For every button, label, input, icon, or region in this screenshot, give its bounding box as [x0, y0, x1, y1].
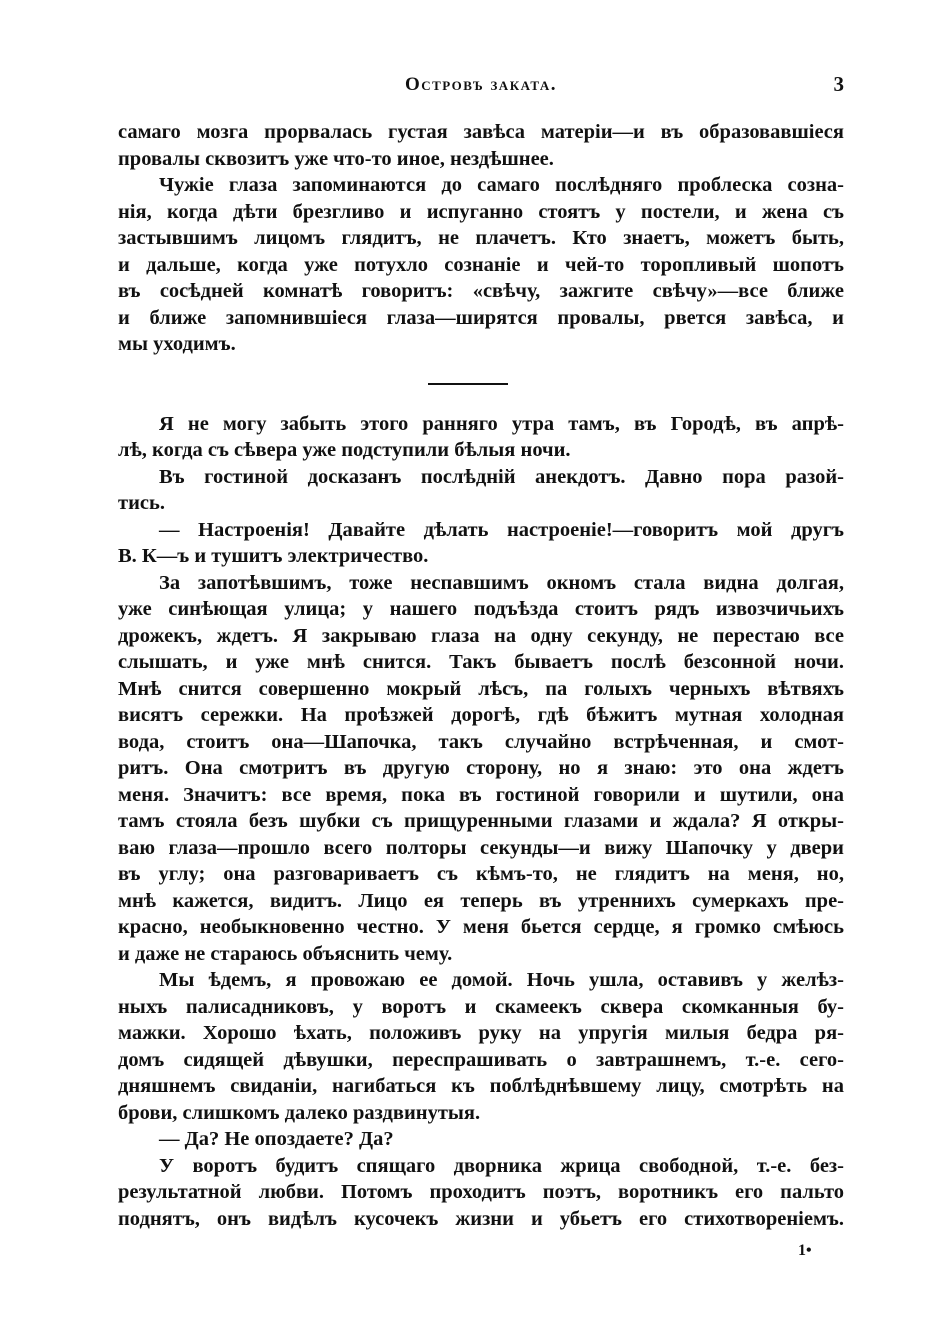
divider-rule: [428, 383, 508, 385]
paragraph: [118, 411, 844, 464]
text-line: мажки. Хорошо ѣхать, положивъ руку на упругія милыя бедра ря-: [118, 1022, 844, 1044]
paragraph: [118, 1153, 844, 1233]
paragraph: [118, 119, 844, 172]
text-line: В. К—ъ и тушитъ электричество.: [118, 545, 429, 567]
section-divider: [118, 358, 844, 411]
text-line: У воротъ будитъ спящаго дворника жрица свободной, т.-е. без-: [159, 1154, 844, 1177]
text-line: тись.: [118, 492, 165, 514]
text-line: — Настроенія! Давайте дѣлать настроеніе!—говоритъ мой другъ: [159, 518, 844, 541]
text-line: нія, когда дѣти брезгливо и испуганно стоятъ у постели, и жена съ: [118, 200, 844, 223]
text-line: — Да? Не опоздаете? Да?: [159, 1128, 394, 1150]
paragraph: [118, 172, 844, 358]
signature-mark: 1•: [798, 1242, 812, 1259]
paragraph: [118, 464, 844, 517]
page-number: 3: [833, 72, 844, 96]
text-line: ныхъ палисадниковъ, у воротъ и скамеекъ сквера скомканныя бу-: [118, 995, 844, 1018]
text-line: и ближе запомнившіеся глаза—ширятся провалы, рвется завѣса, и: [118, 306, 844, 329]
text-line: застывшимъ лицомъ глядитъ, не плачетъ. Кто знаетъ, можетъ быть,: [118, 227, 844, 249]
text-line: слышать, и уже мнѣ снится. Такъ бываетъ послѣ безсонной ночи.: [118, 651, 844, 673]
text-line: лѣ, когда съ сѣвера уже подступили бѣлыя ночи.: [118, 439, 571, 461]
text-line: въ углу; она разговариваетъ съ кѣмъ-то, не глядитъ на меня, но,: [118, 863, 844, 885]
paragraph: [118, 967, 844, 1126]
text-line: ритъ. Она смотритъ въ другую сторону, но я знаю: это она ждетъ: [118, 757, 844, 779]
text-line: тамъ стояла безъ шубки съ прищуренными глазами и ждала? Я откры-: [118, 810, 844, 832]
text-line: и дальше, когда уже потухло сознаніе и чей-то торопливый шопотъ: [118, 253, 844, 276]
text-line: поднятъ, онъ видѣлъ кусочекъ жизни и убьетъ его стихотвореніемъ.: [118, 1207, 844, 1230]
text-line: домъ сидящей дѣвушки, переспрашивать о завтрашнемъ, т.-е. сего-: [118, 1048, 844, 1071]
body-text: [118, 119, 844, 1232]
text-line: меня. Значитъ: все время, пока въ гостиной говорили и шутили, она: [118, 783, 844, 806]
text-line: красно, необыкновенно честно. У меня бьется сердце, я громко смѣюсь: [118, 916, 844, 938]
text-line: висятъ сережки. На проѣзжей дорогѣ, гдѣ бѣжитъ мутная холодная: [118, 704, 844, 726]
text-line: вода, стоитъ она—Шапочка, такъ случайно встрѣченная, и смот-: [118, 730, 844, 753]
text-line: брови, слишкомъ далеко раздвинутыя.: [118, 1101, 481, 1124]
running-header: [118, 74, 844, 104]
paragraph: [118, 1126, 844, 1153]
text-line: дняшнемъ свиданіи, нагибаться къ поблѣднѣвшему лицу, смотрѣть на: [118, 1075, 844, 1097]
text-line: уже синѣющая улица; у нашего подъѣзда стоитъ рядъ извозчичьихъ: [118, 598, 844, 620]
text-line: и даже не стараюсь объяснить чему.: [118, 942, 453, 965]
text-line: мы уходимъ.: [118, 333, 236, 355]
text-line: За запотѣвшимъ, тоже неспавшимъ окномъ стала видна долгая,: [159, 571, 844, 594]
paragraph: [118, 570, 844, 968]
text-line: Въ гостиной досказанъ послѣдній анекдотъ. Давно пора разой-: [159, 465, 844, 488]
text-line: ваю глаза—прошло всего полторы секунды—и вижу Шапочку у двери: [118, 836, 844, 859]
text-line: результатной любви. Потомъ проходитъ поэтъ, воротникъ его пальто: [118, 1181, 844, 1203]
text-line: Мы ѣдемъ, я провожаю ее домой. Ночь ушла, оставивъ у желѣз-: [159, 969, 844, 991]
text-line: Чужіе глаза запоминаются до самаго послѣдняго проблеска созна-: [159, 174, 844, 196]
text-line: въ сосѣдней комнатѣ говоритъ: «свѣчу, зажгите свѣчу»—все ближе: [118, 280, 844, 302]
text-line: самаго мозга прорвалась густая завѣса матеріи—и въ образовавшіеся: [118, 121, 844, 143]
text-line: дрожекъ, ждетъ. Я закрываю глаза на одну секунду, не перестаю все: [118, 624, 844, 647]
text-line: мнѣ кажется, видитъ. Лицо ея теперь въ утреннихъ сумеркахъ пре-: [118, 889, 844, 912]
text-line: Я не могу забыть этого ранняго утра тамъ, въ Городѣ, въ апрѣ-: [159, 412, 844, 435]
text-line: провалы сквозитъ уже что-то иное, нездѣшнее.: [118, 147, 554, 170]
paragraph: [118, 517, 844, 570]
running-title: Островъ заката.: [404, 74, 558, 95]
text-line: Мнѣ снится совершенно мокрый лѣсъ, па голыхъ черныхъ вѣтвяхъ: [118, 677, 844, 700]
